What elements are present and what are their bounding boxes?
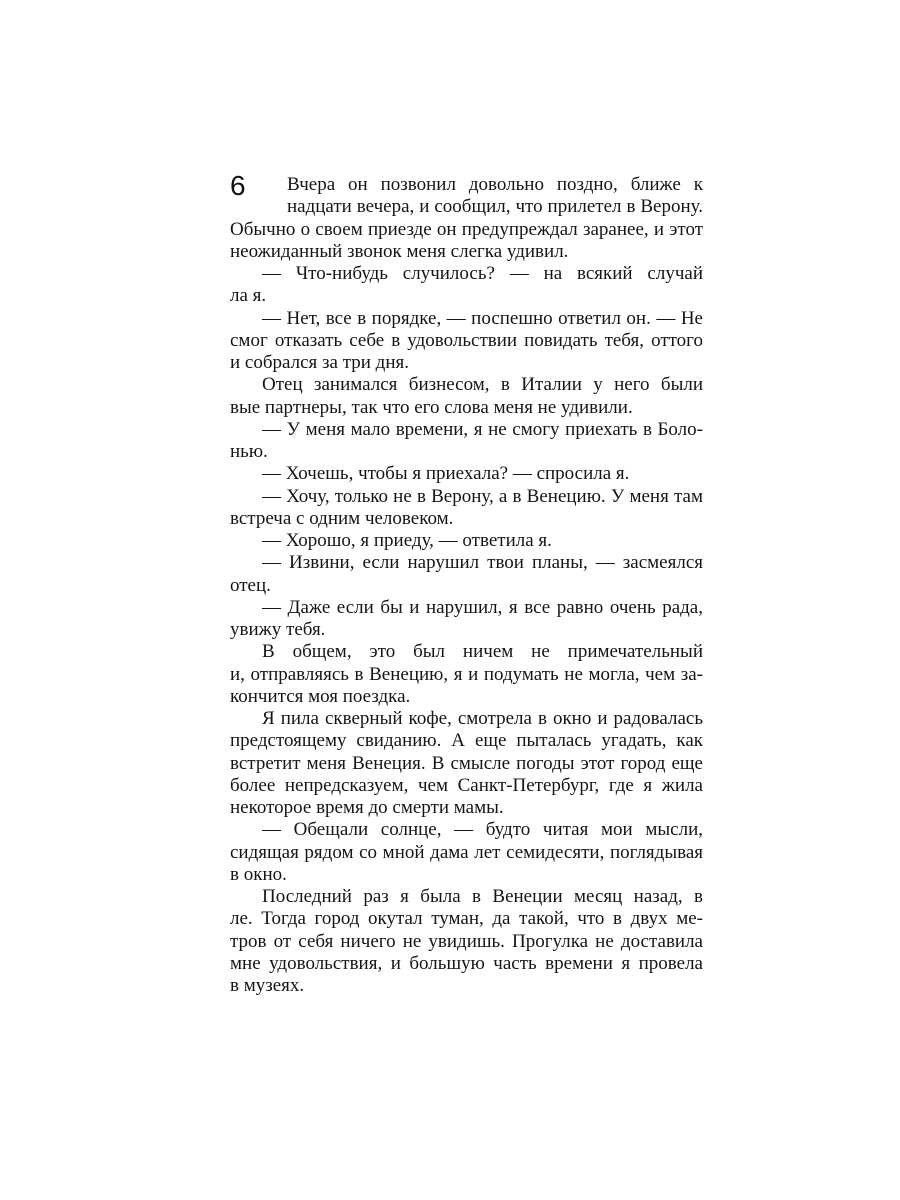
text-line: неожиданный звонок меня слегка удивил. [230, 240, 569, 262]
text-line: — Извини, если нарушил твои планы, — засмеялся [262, 552, 703, 574]
text-line: и собрался за три дня. [230, 352, 409, 373]
text-line: — Хочешь, чтобы я приехала? — спросила я. [262, 463, 630, 485]
text-line: — Нет, все в порядке, — поспешно ответил он. — Не [262, 307, 703, 329]
text-line: вые партнеры, так что его слова меня не удивили. [230, 396, 633, 418]
text-line: мне удовольствия, и большую часть времени я провела [230, 952, 703, 974]
text-line: — Хорошо, я приеду, — ответила я. [262, 530, 552, 551]
text-line: встретит меня Венеция. В смысле погоды этот город еще [230, 752, 703, 774]
text-line: Вчера он позвонил довольно поздно, ближе к [287, 174, 703, 195]
text-line: тров от себя ничего не увидишь. Прогулка не доставила [230, 930, 703, 952]
text-line: ла я. [230, 285, 267, 307]
text-line: в окно. [230, 863, 287, 885]
text-line: — У меня мало времени, я не смогу приехать в Боло- [262, 418, 703, 440]
text-line: Обычно о своем приезде он предупреждал заранее, и этот [230, 218, 703, 240]
text-line: более непредсказуем, чем Санкт-Петербург, где я жила [230, 774, 703, 796]
text-line: предстоящему свиданию. А еще пыталась угадать, как [230, 730, 703, 752]
page-number: 6 [230, 170, 246, 201]
text-line: в музеях. [230, 975, 305, 996]
text-line: нью. [230, 441, 268, 462]
text-line: встреча с одним человеком. [230, 507, 454, 529]
text-line: увижу тебя. [230, 619, 326, 640]
text-line: и, отправляясь в Венецию, я и подумать не могла, чем за- [230, 663, 703, 685]
text-line: В общем, это был ничем не примечательный [262, 641, 703, 663]
text-line: — Хочу, только не в Верону, а в Венецию. У меня там [262, 485, 703, 507]
text-line: некоторое время до смерти мамы. [230, 797, 504, 818]
text-line: — Даже если бы и нарушил, я все равно очень рада, [262, 596, 703, 618]
text-line: сидящая рядом со мной дама лет семидесяти, поглядывая [230, 841, 703, 863]
text-line: — Обещали солнце, — будто читая мои мысли, [262, 819, 703, 841]
text-line: Я пила скверный кофе, смотрела в окно и радовалась [262, 708, 703, 729]
text-line: Последний раз я была в Венеции месяц назад, в [262, 886, 703, 907]
text-line: отец. [230, 574, 271, 596]
text-line: ле. Тогда город окутал туман, да такой, что в двух ме- [230, 908, 703, 930]
text-line: смог отказать себе в удовольствии повидать тебя, оттого [230, 329, 703, 351]
text-line: надцати вечера, и сообщил, что прилетел в Верону. [287, 196, 703, 218]
text-line: кончится моя поездка. [230, 685, 411, 707]
text-line: Отец занимался бизнесом, в Италии у него были [262, 374, 703, 396]
text-line: — Что-нибудь случилось? — на всякий случай [262, 263, 703, 284]
